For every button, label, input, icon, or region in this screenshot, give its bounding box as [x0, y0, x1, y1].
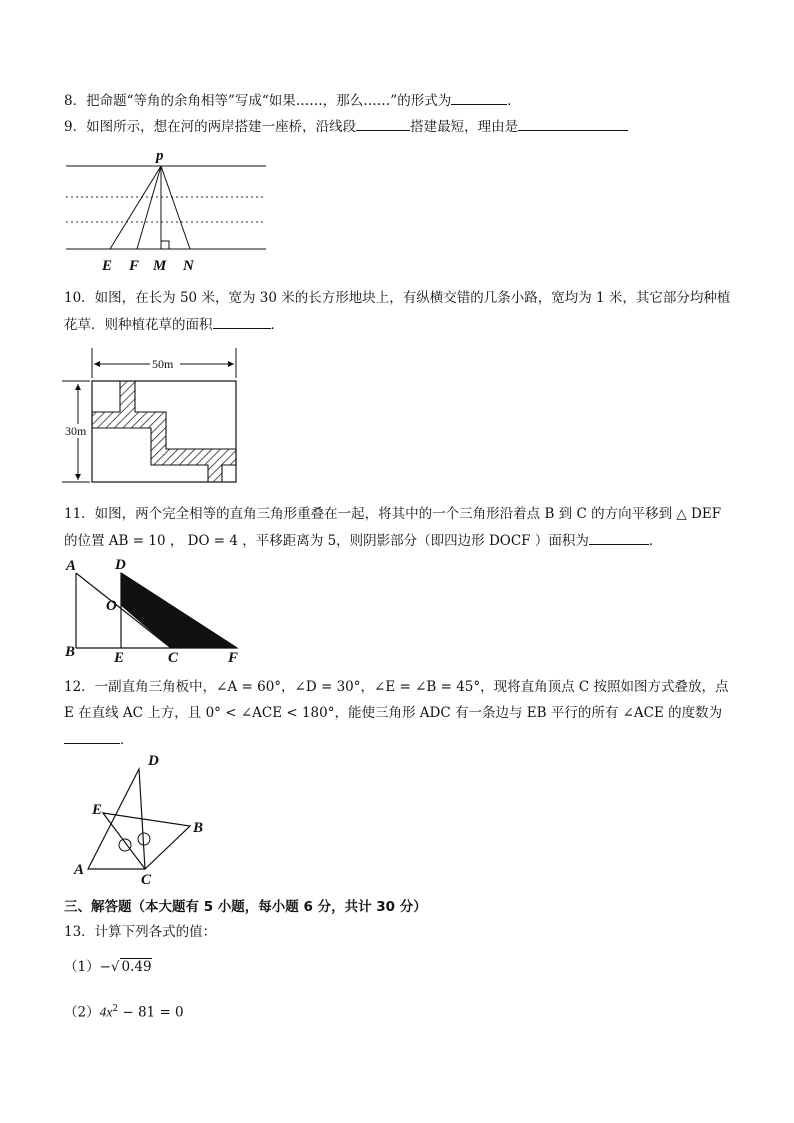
section-3-title [64, 897, 427, 917]
question-12-line-1 [64, 677, 729, 697]
part-2-exponent: 2 [112, 1004, 119, 1014]
answer-blank[interactable] [64, 729, 120, 744]
question-12-line-3 [64, 729, 134, 750]
question-9-text-b: 搭建最短，理由是 [410, 119, 519, 135]
answer-blank[interactable] [356, 116, 410, 131]
section-3-title-text: 三、解答题（本大题有 5 小题，每小题 6 分，共计 30 分） [64, 899, 427, 915]
label-o: O [106, 598, 117, 614]
part-2-expr-a: 4x [99, 1004, 113, 1020]
answer-blank[interactable] [589, 530, 649, 545]
sqrt-symbol: √ [110, 959, 120, 975]
question-10-line-2 [64, 314, 284, 335]
question-9-text-a: 9．如图所示，想在河的两岸搭建一座桥，沿线段 [64, 119, 357, 135]
question-11-line-1 [64, 504, 721, 524]
label-e: E [114, 650, 125, 666]
label-e: E [92, 802, 103, 818]
label-d: D [115, 557, 126, 573]
part-1-sign: − [99, 959, 111, 975]
question-13-text: 13．计算下列各式的值： [64, 924, 217, 940]
question-9 [64, 116, 628, 137]
label-m: M [153, 258, 167, 274]
question-8-end: ． [507, 93, 521, 109]
question-12-end: ． [120, 732, 134, 748]
label-b: B [65, 644, 76, 660]
answer-blank[interactable] [213, 314, 271, 329]
question-11-text-1: 11．如图，两个完全相等的直角三角形重叠在一起，将其中的一个三角形沿着点 B 到 C 的方向平移到 △ DEF [64, 506, 722, 522]
label-d: D [148, 753, 159, 769]
bridge-figure [64, 142, 274, 274]
width-label: 50m [152, 357, 174, 371]
label-n: N [183, 258, 194, 274]
question-10-text-2: 花草．则种植花草的面积 [64, 317, 213, 333]
question-10-line-1 [64, 288, 730, 308]
question-10-text-1: 10．如图，在长为 50 米，宽为 30 米的长方形地块上，有纵横交错的几条小路，宽均为 1 米，其它部分均种植 [64, 290, 731, 306]
translated-triangles-figure [62, 556, 246, 666]
question-11-line-2 [64, 530, 662, 551]
answer-blank[interactable] [518, 116, 628, 131]
question-13 [64, 922, 216, 942]
question-10-end: ． [270, 317, 284, 333]
question-12-text-2: E 在直线 AC 上方，且 0° < ∠ACE < 180°，能使三角形 ADC 有一条边与 EB 平行的所有 ∠ACE 的度数为 [64, 705, 723, 721]
label-a: A [66, 558, 77, 574]
label-c: C [141, 872, 152, 888]
part-1-radicand: 0.49 [121, 959, 152, 975]
label-f: F [228, 650, 239, 666]
question-11-end: ． [648, 533, 663, 549]
question-13-part-1 [64, 957, 152, 977]
part-2-expr-b: − 81 = 0 [118, 1004, 184, 1021]
part-2-number: （2） [64, 1004, 100, 1021]
garden-path-figure [62, 344, 244, 488]
label-b: B [193, 820, 204, 836]
height-label: 30m [65, 424, 87, 438]
triangle-boards-figure [62, 748, 212, 888]
label-p: p [156, 148, 164, 164]
question-13-part-2 [64, 999, 184, 1023]
part-1-number: （1） [64, 959, 100, 975]
question-8-text: 8．把命题“等角的余角相等”写成“如果……，那么……”的形式为 [64, 93, 452, 109]
question-8 [64, 90, 521, 111]
label-f: F [129, 258, 140, 274]
question-12-text-1: 12．一副直角三角板中，∠A = 60°，∠D = 30°，∠E = ∠B = 45°，现将直角顶点 C 按照如图方式叠放，点 [64, 679, 729, 695]
answer-blank[interactable] [451, 90, 507, 105]
label-c: C [168, 650, 179, 666]
question-11-text-2: 的位置 AB = 10 ， DO = 4 ，平移距离为 5，则阴影部分（即四边形 DOCF ）面积为 [64, 533, 589, 549]
question-12-line-2 [64, 703, 722, 723]
label-a: A [74, 862, 85, 878]
label-e: E [102, 258, 113, 274]
